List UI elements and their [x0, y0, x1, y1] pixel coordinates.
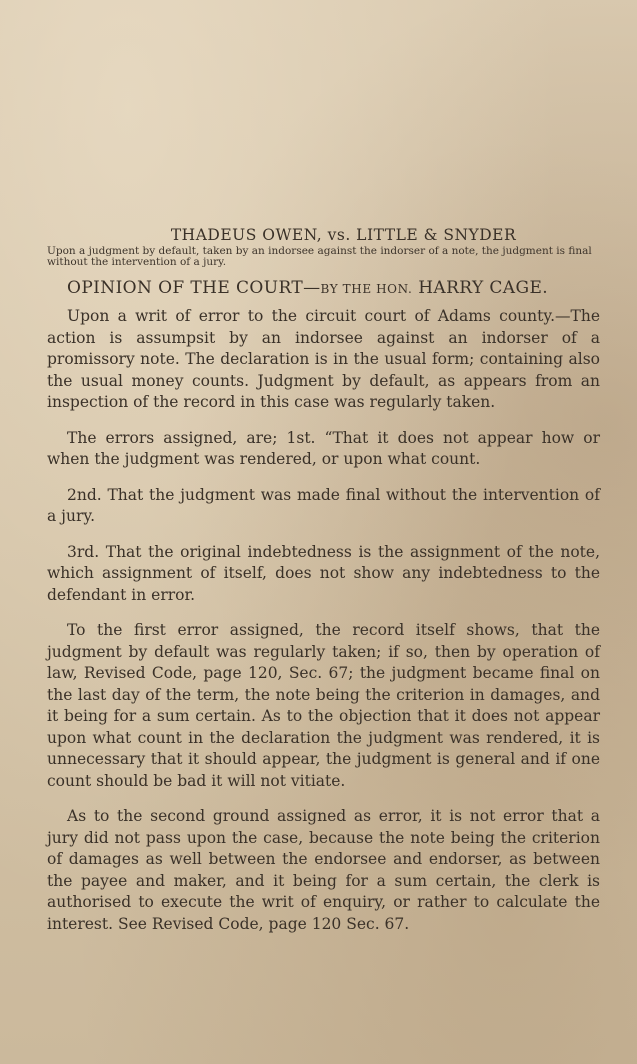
paragraph-third-error: 3rd. That the original indebtedness is the assignment of the note, which assignment of itself, does not show any indebtedness to the defendant in error. [47, 542, 600, 604]
opinion-heading [47, 278, 600, 298]
paragraph-intro: Upon a writ of error to the circuit court of Adams county.—The action is assumpsit by an indorsee against an indorser of a promissory note. The declaration is in the usual form; containing also the usual money counts. Judgment by default, as appears from an inspection of the record in this case was regularly taken. [47, 307, 600, 411]
paragraph-second-error: 2nd. That the judgment was made final without the intervention of a jury. [47, 485, 600, 525]
paragraph-errors-assigned: The errors assigned, are; 1st. “That it does not appear how or when the judgment was rendered, or upon what count. [47, 428, 600, 468]
paragraph-first-response: To the first error assigned, the record itself shows, that the judgment by default was regularly taken; if so, then by operation of law, Revised Code, page 120, Sec. 67; the judgment became final on the last day of the term, the note being the criterion in damages, and it being for a sum certain. As to the objection that it does not appear upon what count in the declaration the judgment was rendered, it is unnecessary that it should appear, the judgment is general and if one count should be bad it will not vitiate. [47, 621, 600, 790]
headnote: Upon a judgment by default, taken by an indorsee against the indorser of a note, the judgment is final without the intervention of a jury. [47, 245, 592, 268]
paragraph-second-response: As to the second ground assigned as error, it is not error that a jury did not pass upon the case, because the note being the criterion of damages as well between the endorsee and endorser, as between the payee and maker, and it being for a sum certain, the clerk is authorised to execute the writ of enquiry, or rather to calculate the interest. See Revised Code, page 120 Sec. 67. [47, 807, 600, 933]
case-title: THADEUS OWEN, vs. LITTLE & SNYDER [170, 226, 517, 244]
opinion-heading-judge: HARRY CAGE. [418, 278, 549, 298]
opinion-heading-by: BY THE HON. [320, 282, 413, 296]
page-content [47, 226, 600, 949]
opinion-heading-prefix: OPINION OF THE COURT— [67, 278, 321, 298]
